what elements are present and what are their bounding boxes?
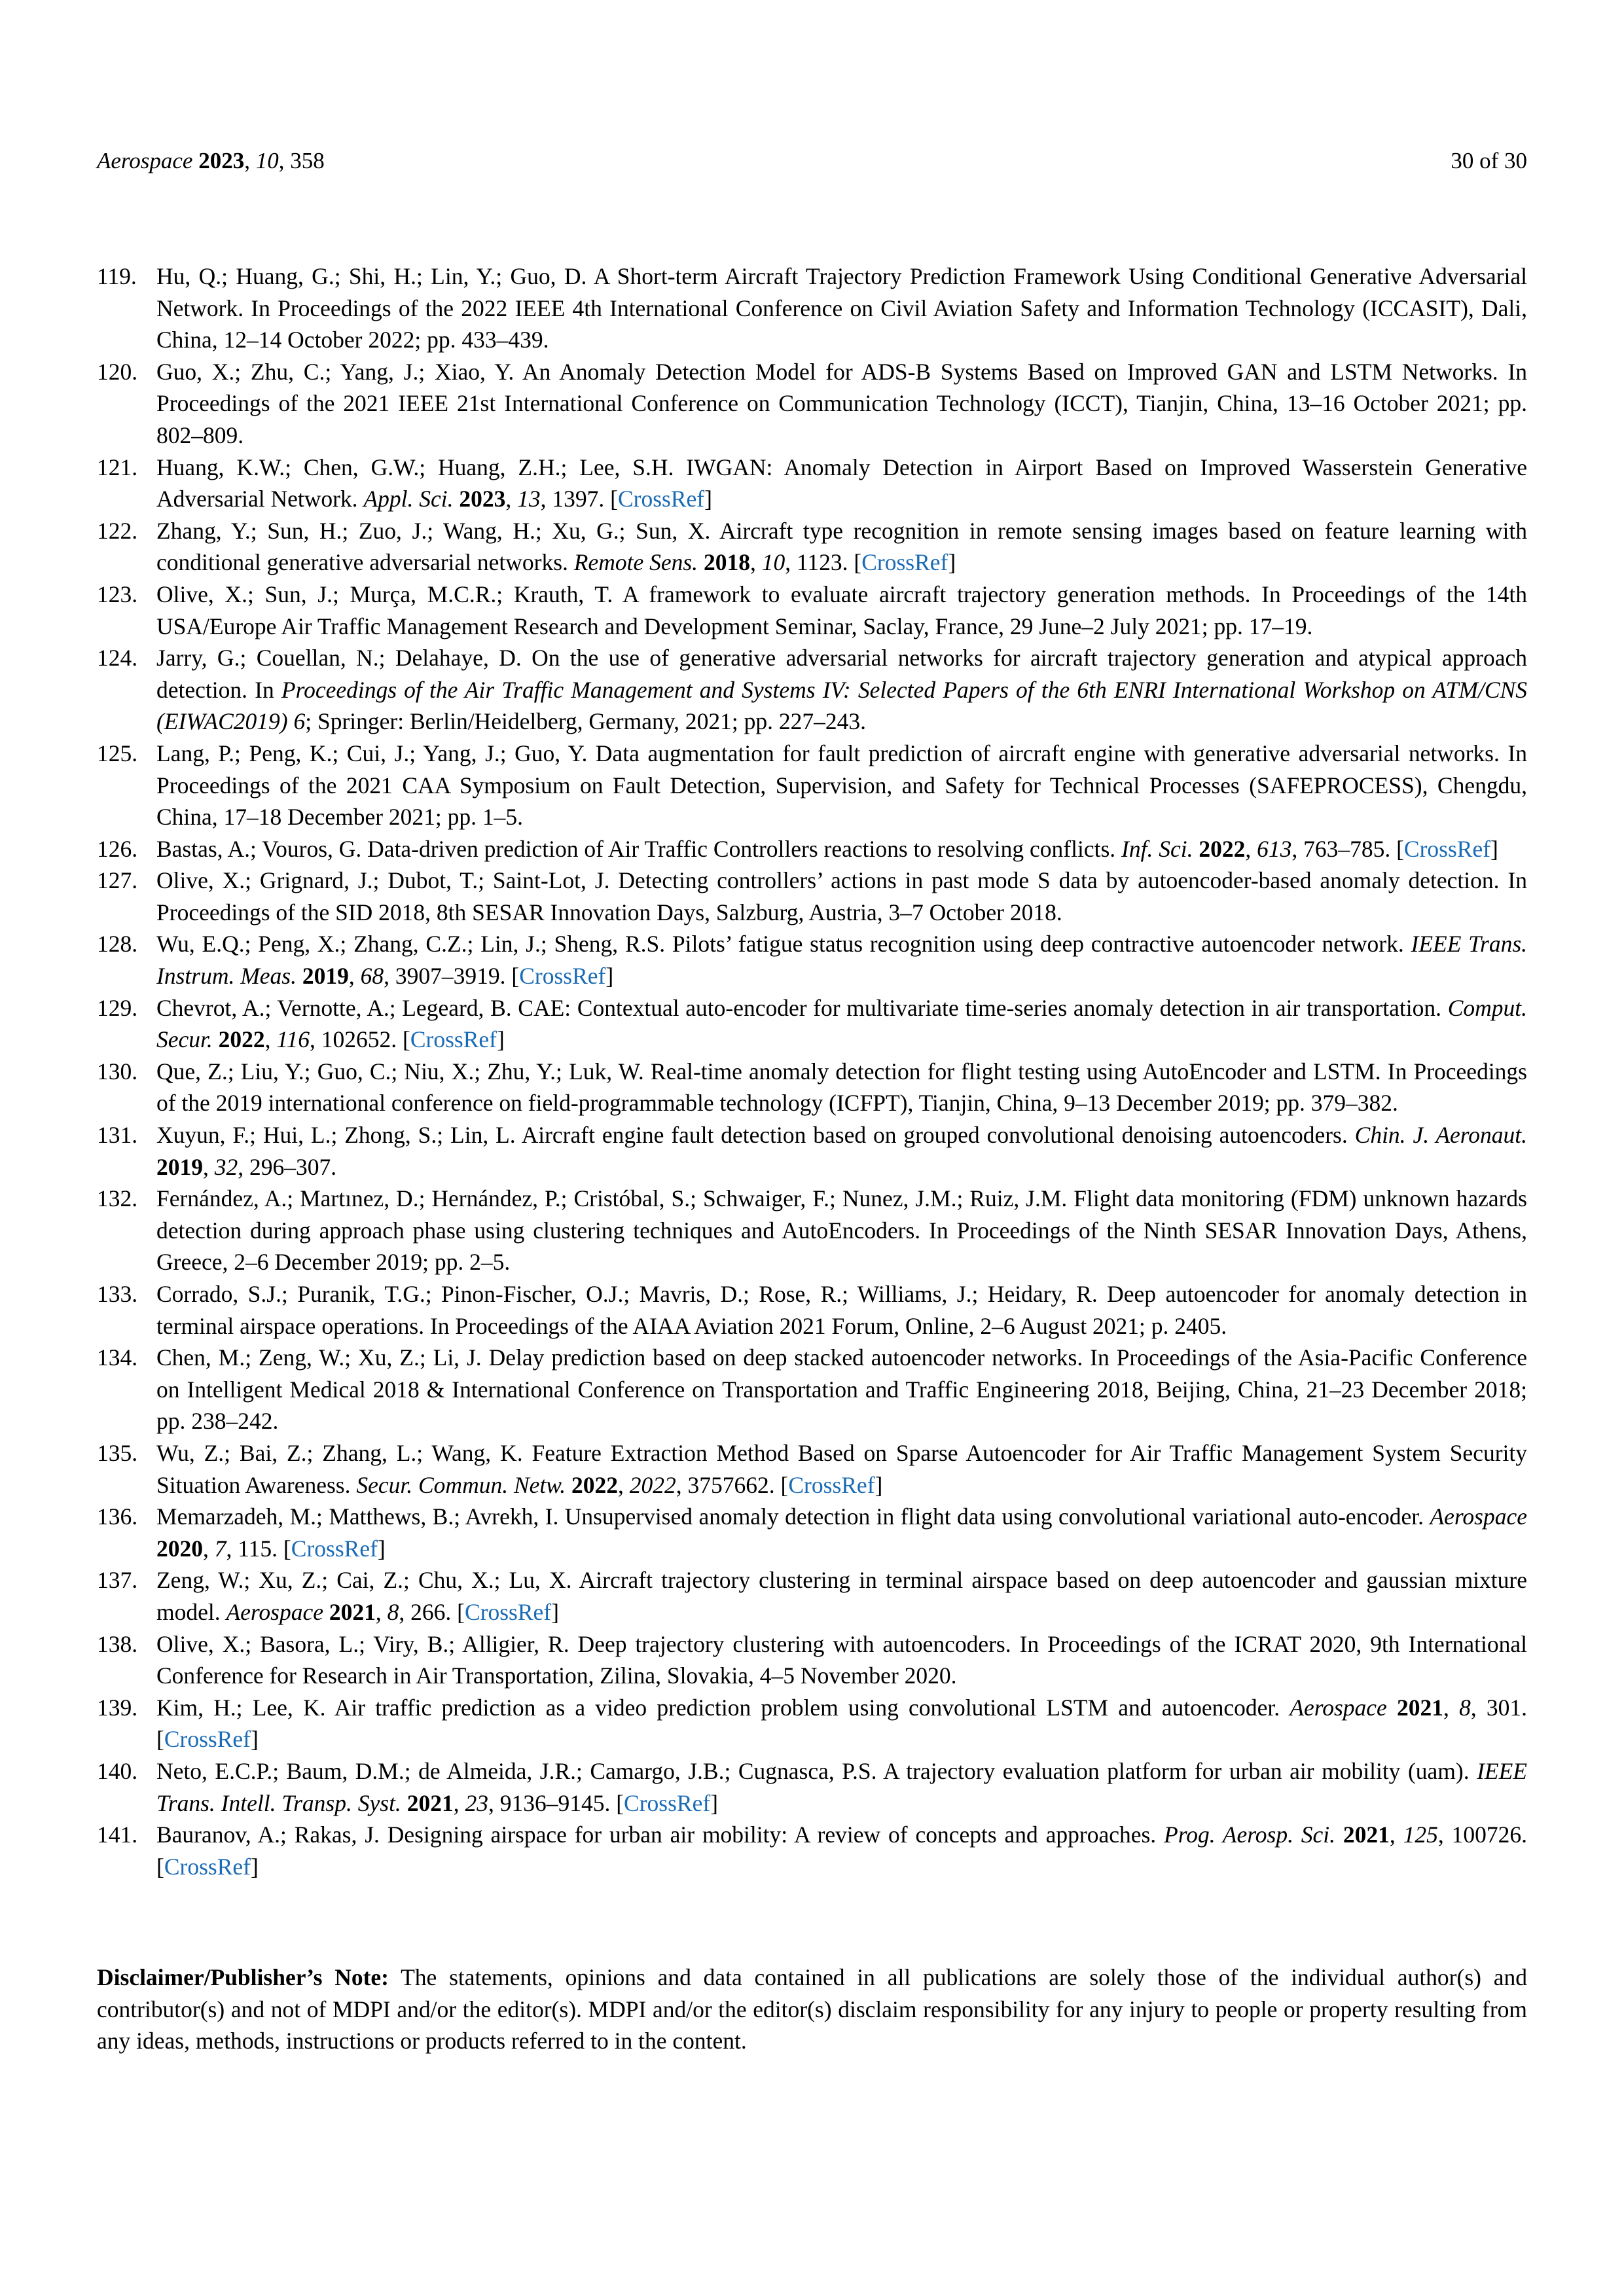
reference-italic: 13	[517, 486, 541, 512]
reference-number: 136.	[97, 1503, 138, 1530]
reference-italic: Secur. Commun. Netw.	[356, 1471, 566, 1498]
reference-segment: ,	[1443, 1694, 1460, 1721]
reference-number: 141.	[97, 1821, 138, 1848]
reference-number: 130.	[97, 1058, 138, 1085]
disclaimer-text: The statements, opinions and data contained in all publications are solely those of the individual author(s) and contributor(s) and not of MDPI and/or the editor(s). MDPI and/or the editor(s) disclaim responsibility for any injury to people or property resulting from any ideas, methods, instructions or products referred to in the content.	[97, 1964, 1527, 2054]
reference-item	[97, 642, 1527, 738]
reference-year: 2021	[406, 1789, 454, 1816]
reference-year: 2022	[571, 1471, 619, 1498]
reference-number: 127.	[97, 867, 138, 894]
reference-italic: Proceedings of the Air Traffic Management and Systems IV: Selected Papers of the 6th ENRI International Workshop on ATM/CNS (EIWAC2019) 6	[156, 676, 1527, 735]
reference-segment	[1193, 836, 1199, 862]
reference-number: 138.	[97, 1630, 138, 1657]
reference-segment: , 1123. [	[785, 549, 862, 576]
crossref-link[interactable]: CrossRef	[410, 1026, 497, 1053]
crossref-link[interactable]: CrossRef	[788, 1471, 875, 1498]
reference-italic: 8	[387, 1598, 399, 1625]
crossref-link[interactable]: CrossRef	[291, 1535, 378, 1562]
reference-item	[97, 928, 1527, 992]
reference-year: 2021	[329, 1598, 376, 1625]
reference-number: 140.	[97, 1757, 138, 1784]
reference-text	[156, 1185, 1527, 1275]
reference-item	[97, 1755, 1527, 1819]
reference-segment: Fernández, A.; Martınez, D.; Hernández, P.; Cristóbal, S.; Schwaiger, F.; Nunez, J.M.; Ruiz, J.M. Flight data monitoring (FDM) unknown hazards detection during approach phase using clustering techniques and AutoEncoders. In Proceedings of the Ninth SESAR Innovation Days, Athens, Greece, 2–6 December 2019; pp. 2–5.	[156, 1185, 1527, 1276]
reference-italic: IEEE Trans. Instrum. Meas.	[156, 931, 1528, 990]
reference-text	[156, 1821, 1527, 1880]
reference-segment: Zeng, W.; Xu, Z.; Cai, Z.; Chu, X.; Lu, X. Aircraft trajectory clustering in terminal airspace based on deep autoencoder and gaussian mixture model.	[156, 1567, 1527, 1625]
reference-italic: Appl. Sci.	[363, 486, 454, 512]
reference-segment: ]	[948, 549, 956, 576]
reference-italic: Remote Sens.	[573, 549, 698, 576]
reference-number: 124.	[97, 645, 138, 672]
reference-number: 123.	[97, 581, 138, 607]
reference-segment: ]	[875, 1471, 883, 1498]
reference-segment: ,	[1245, 835, 1257, 862]
reference-italic: Inf. Sci.	[1121, 835, 1193, 862]
reference-segment: ,	[1389, 1821, 1403, 1848]
reference-segment: ,	[453, 1789, 465, 1816]
reference-item	[97, 1501, 1527, 1564]
reference-segment: Olive, X.; Grignard, J.; Dubot, T.; Saint-Lot, J. Detecting controllers’ actions in past mode S data by autoencoder-based anomaly detection. In Proceedings of the SID 2018, 8th SESAR Innovation Days, Salzburg, Austria, 3–7 October 2018.	[156, 867, 1527, 925]
reference-text	[156, 995, 1527, 1053]
reference-number: 129.	[97, 994, 138, 1021]
reference-text	[156, 1122, 1527, 1180]
reference-text	[156, 454, 1527, 512]
reference-segment: ]	[710, 1789, 718, 1816]
reference-segment	[1387, 1695, 1397, 1721]
reference-segment: Guo, X.; Zhu, C.; Yang, J.; Xiao, Y. An Anomaly Detection Model for ADS-B Systems Based on Improved GAN and LSTM Networks. In Proceedings of the 2021 IEEE 21st International Conference on Communication Technology (ICCT), Tianjin, China, 13–16 October 2021; pp. 802–809.	[156, 358, 1527, 448]
reference-segment: Neto, E.C.P.; Baum, D.M.; de Almeida, J.R.; Camargo, J.B.; Cugnasca, P.S. A trajectory evaluation platform for urban air mobility (uam).	[156, 1757, 1477, 1784]
reference-year: 2020	[156, 1535, 203, 1562]
reference-segment: ,	[749, 549, 762, 576]
reference-item	[97, 738, 1527, 833]
reference-text	[156, 1058, 1527, 1117]
reference-text	[156, 1440, 1527, 1498]
reference-item	[97, 1628, 1527, 1692]
reference-item	[97, 1342, 1527, 1437]
reference-segment: , 266. [	[399, 1598, 465, 1625]
reference-segment: , 763–785. [	[1291, 835, 1404, 862]
reference-number: 132.	[97, 1185, 138, 1212]
reference-segment: , 115. [	[226, 1535, 291, 1562]
reference-segment	[566, 1472, 571, 1498]
page-number: 30 of 30	[1451, 148, 1527, 173]
reference-item	[97, 833, 1527, 865]
reference-italic: Comput. Secur.	[156, 994, 1527, 1053]
reference-segment: , 296–307.	[238, 1153, 337, 1180]
reference-year: 2022	[1199, 835, 1246, 862]
reference-number: 134.	[97, 1344, 138, 1371]
reference-segment: ]	[551, 1598, 559, 1625]
reference-number: 120.	[97, 358, 138, 385]
reference-segment	[1335, 1821, 1343, 1848]
reference-segment: Olive, X.; Basora, L.; Viry, B.; Alligier, R. Deep trajectory clustering with autoencoders. In Proceedings of the ICRAT 2020, 9th International Conference for Research in Air Transportation, Zilina, Slovakia, 4–5 November 2020.	[156, 1630, 1527, 1689]
reference-italic: 8	[1459, 1694, 1471, 1721]
reference-segment: , 3907–3919. [	[384, 963, 520, 990]
journal-volume: 10	[255, 148, 279, 173]
reference-italic: Aerospace	[1430, 1503, 1527, 1530]
reference-text	[156, 518, 1527, 576]
reference-segment	[323, 1599, 329, 1625]
reference-item	[97, 515, 1527, 579]
article-number: 358	[290, 148, 325, 173]
reference-segment	[698, 549, 704, 575]
reference-segment: Chevrot, A.; Vernotte, A.; Legeard, B. CAE: Contextual auto-encoder for multivariate time-series anomaly detection in air transportation.	[156, 994, 1448, 1021]
reference-segment: , 3757662. [	[676, 1471, 789, 1498]
reference-segment: Zhang, Y.; Sun, H.; Zuo, J.; Wang, H.; Xu, G.; Sun, X. Aircraft type recognition in remote sensing images based on feature learning with conditional generative adversarial networks.	[156, 517, 1527, 576]
reference-text	[156, 1695, 1527, 1753]
reference-segment: ,	[375, 1598, 388, 1625]
reference-italic: 7	[214, 1535, 226, 1562]
crossref-link[interactable]: CrossRef	[464, 1598, 552, 1625]
reference-number: 128.	[97, 931, 138, 958]
reference-segment: ,	[203, 1535, 215, 1562]
reference-italic: 2022	[629, 1471, 676, 1498]
reference-text	[156, 931, 1527, 989]
reference-segment: Chen, M.; Zeng, W.; Xu, Z.; Li, J. Delay prediction based on deep stacked autoencoder networks. In Proceedings of the Asia-Pacific Conference on Intelligent Medical 2018 & International Conference on Transportation and Traffic Engineering 2018, Beijing, China, 21–23 December 2018; pp. 238–242.	[156, 1344, 1527, 1435]
reference-year: 2018	[703, 549, 750, 576]
reference-item	[97, 1056, 1527, 1119]
reference-segment: ]	[377, 1535, 386, 1562]
reference-italic: Aerospace	[1290, 1694, 1387, 1721]
crossref-link[interactable]: CrossRef	[861, 549, 948, 576]
reference-text	[156, 1758, 1527, 1816]
reference-number: 131.	[97, 1122, 138, 1149]
reference-segment: ]	[497, 1026, 505, 1053]
reference-item	[97, 1119, 1527, 1183]
journal-citation: Aerospace 2023, 10, 358	[97, 148, 325, 173]
reference-item	[97, 1692, 1527, 1755]
reference-segment: ,	[618, 1471, 630, 1498]
reference-segment: ,	[203, 1153, 215, 1180]
reference-segment: , 301. [	[156, 1694, 1528, 1753]
reference-number: 122.	[97, 517, 138, 544]
reference-italic: 32	[214, 1153, 238, 1180]
journal-name: Aerospace	[97, 148, 193, 173]
reference-italic: 10	[761, 549, 785, 576]
reference-segment: ]	[1490, 835, 1498, 862]
reference-number: 133.	[97, 1281, 138, 1307]
crossref-link[interactable]: CrossRef	[624, 1789, 711, 1816]
reference-item	[97, 452, 1527, 515]
reference-italic: IEEE Trans. Intell. Transp. Syst.	[156, 1757, 1527, 1816]
reference-number: 135.	[97, 1439, 138, 1466]
reference-italic: 116	[276, 1026, 310, 1053]
reference-italic: Aerospace	[226, 1598, 324, 1625]
reference-item	[97, 1183, 1527, 1278]
reference-segment: ; Springer: Berlin/Heidelberg, Germany, 2021; pp. 227–243.	[305, 708, 867, 735]
reference-segment: Que, Z.; Liu, Y.; Guo, C.; Niu, X.; Zhu, Y.; Luk, W. Real-time anomaly detection for flight testing using AutoEncoder and LSTM. In Proceedings of the 2019 international conference on field-programmable technology (ICFPT), Tianjin, China, 9–13 December 2019; pp. 379–382.	[156, 1058, 1527, 1117]
reference-year: 2019	[302, 963, 349, 990]
reference-segment: ]	[250, 1853, 259, 1880]
reference-italic: 613	[1257, 835, 1292, 862]
reference-number: 137.	[97, 1567, 138, 1594]
reference-number: 126.	[97, 835, 138, 862]
reference-number: 125.	[97, 740, 138, 766]
reference-segment: Kim, H.; Lee, K. Air traffic prediction as a video prediction problem using convolutional LSTM and autoencoder.	[156, 1694, 1290, 1721]
reference-segment: Wu, E.Q.; Peng, X.; Zhang, C.Z.; Lin, J.; Sheng, R.S. Pilots’ fatigue status recognition using deep contractive autoencoder network.	[156, 931, 1411, 958]
reference-number: 119.	[97, 263, 137, 289]
crossref-link[interactable]: CrossRef	[1403, 835, 1491, 862]
reference-text	[156, 1631, 1527, 1689]
reference-segment: Jarry, G.; Couellan, N.; Delahaye, D. On the use of generative adversarial networks for aircraft trajectory generation and atypical approach detection. In	[156, 645, 1527, 703]
reference-text	[156, 263, 1527, 353]
reference-segment: ,	[264, 1026, 277, 1053]
reference-segment: , 9136–9145. [	[488, 1789, 624, 1816]
reference-segment: , 1397. [	[540, 486, 618, 512]
reference-year: 2021	[1397, 1694, 1444, 1721]
reference-segment	[213, 1026, 219, 1052]
reference-year: 2021	[1343, 1821, 1390, 1848]
reference-text	[156, 836, 1498, 862]
reference-number: 139.	[97, 1694, 138, 1721]
reference-segment: Wu, Z.; Bai, Z.; Zhang, L.; Wang, K. Feature Extraction Method Based on Sparse Autoencoder for Air Traffic Management System Security Situation Awareness.	[156, 1439, 1527, 1498]
reference-text	[156, 1567, 1527, 1625]
disclaimer-label: Disclaimer/Publisher’s Note:	[97, 1964, 389, 1990]
reference-year: 2019	[156, 1153, 203, 1180]
reference-item	[97, 260, 1527, 356]
reference-segment: Bauranov, A.; Rakas, J. Designing airspace for urban air mobility: A review of concepts and approaches.	[156, 1821, 1164, 1848]
reference-segment: Lang, P.; Peng, K.; Cui, J.; Yang, J.; Guo, Y. Data augmentation for fault prediction of aircraft engine with generative adversarial networks. In Proceedings of the 2021 CAA Symposium on Fault Detection, Supervision, and Safety for Technical Processes (SAFEPROCESS), Chengdu, China, 17–18 December 2021; pp. 1–5.	[156, 740, 1527, 831]
reference-item	[97, 865, 1527, 928]
reference-text	[156, 867, 1527, 925]
reference-segment: Huang, K.W.; Chen, G.W.; Huang, Z.H.; Lee, S.H. IWGAN: Anomaly Detection in Airport Based on Improved Wasserstein Generative Adversarial Network.	[156, 454, 1527, 512]
reference-text	[156, 1281, 1527, 1339]
reference-item	[97, 1278, 1527, 1342]
reference-segment: ]	[704, 486, 712, 512]
reference-segment: ]	[605, 963, 614, 990]
reference-segment: ,	[348, 963, 361, 990]
reference-segment: Hu, Q.; Huang, G.; Shi, H.; Lin, Y.; Guo, D. A Short-term Aircraft Trajectory Prediction Framework Using Conditional Generative Adversarial Network. In Proceedings of the 2022 IEEE 4th International Conference on Civil Aviation Safety and Information Technology (ICCASIT), Dali, China, 12–14 October 2022; pp. 433–439.	[156, 263, 1527, 353]
reference-text	[156, 740, 1527, 830]
reference-italic: 68	[360, 963, 384, 990]
reference-text	[156, 581, 1527, 639]
reference-text	[156, 1503, 1527, 1562]
reference-item	[97, 579, 1527, 642]
reference-item	[97, 1437, 1527, 1501]
reference-italic: 125	[1403, 1821, 1438, 1848]
reference-segment: Olive, X.; Sun, J.; Murça, M.C.R.; Krauth, T. A framework to evaluate aircraft trajectory generation methods. In Proceedings of the 14th USA/Europe Air Traffic Management Research and Development Seminar, Saclay, France, 29 June–2 July 2021; pp. 17–19.	[156, 581, 1527, 639]
running-header	[97, 147, 1527, 175]
reference-segment: Corrado, S.J.; Puranik, T.G.; Pinon-Fischer, O.J.; Mavris, D.; Rose, R.; Williams, J.; Heidary, R. Deep autoencoder for anomaly detection in terminal airspace operations. In Proceedings of the AIAA Aviation 2021 Forum, Online, 2–6 August 2021; p. 2405.	[156, 1281, 1527, 1339]
reference-item	[97, 1564, 1527, 1628]
reference-segment: , 100726. [	[156, 1821, 1528, 1880]
reference-number: 121.	[97, 454, 138, 480]
crossref-link[interactable]: CrossRef	[617, 486, 705, 512]
reference-item	[97, 1819, 1527, 1882]
reference-italic: Chin. J. Aeronaut.	[1354, 1122, 1527, 1149]
reference-segment: ,	[505, 486, 518, 512]
reference-segment: Xuyun, F.; Hui, L.; Zhong, S.; Lin, L. Aircraft engine fault detection based on grouped convolutional denoising autoencoders.	[156, 1122, 1355, 1149]
crossref-link[interactable]: CrossRef	[164, 1726, 251, 1753]
reference-segment: , 102652. [	[310, 1026, 410, 1053]
reference-segment: ]	[250, 1726, 259, 1753]
crossref-link[interactable]: CrossRef	[519, 963, 606, 990]
crossref-link[interactable]: CrossRef	[164, 1853, 251, 1880]
reference-italic: Prog. Aerosp. Sci.	[1164, 1821, 1336, 1848]
reference-list	[97, 260, 1527, 1882]
reference-segment	[297, 963, 302, 989]
reference-text	[156, 359, 1527, 448]
reference-segment	[401, 1790, 407, 1816]
reference-segment: Bastas, A.; Vouros, G. Data-driven prediction of Air Traffic Controllers reactions to resolving conflicts.	[156, 835, 1122, 862]
disclaimer	[97, 1962, 1527, 2057]
reference-item	[97, 356, 1527, 452]
reference-segment: Memarzadeh, M.; Matthews, B.; Avrekh, I. Unsupervised anomaly detection in flight data using convolutional variational auto-encoder.	[156, 1503, 1430, 1530]
reference-year: 2023	[459, 486, 506, 512]
reference-text	[156, 645, 1527, 734]
reference-year: 2022	[218, 1026, 265, 1053]
reference-italic: 23	[465, 1789, 488, 1816]
journal-year: 2023	[198, 148, 245, 173]
reference-item	[97, 992, 1527, 1056]
reference-text	[156, 1344, 1527, 1434]
